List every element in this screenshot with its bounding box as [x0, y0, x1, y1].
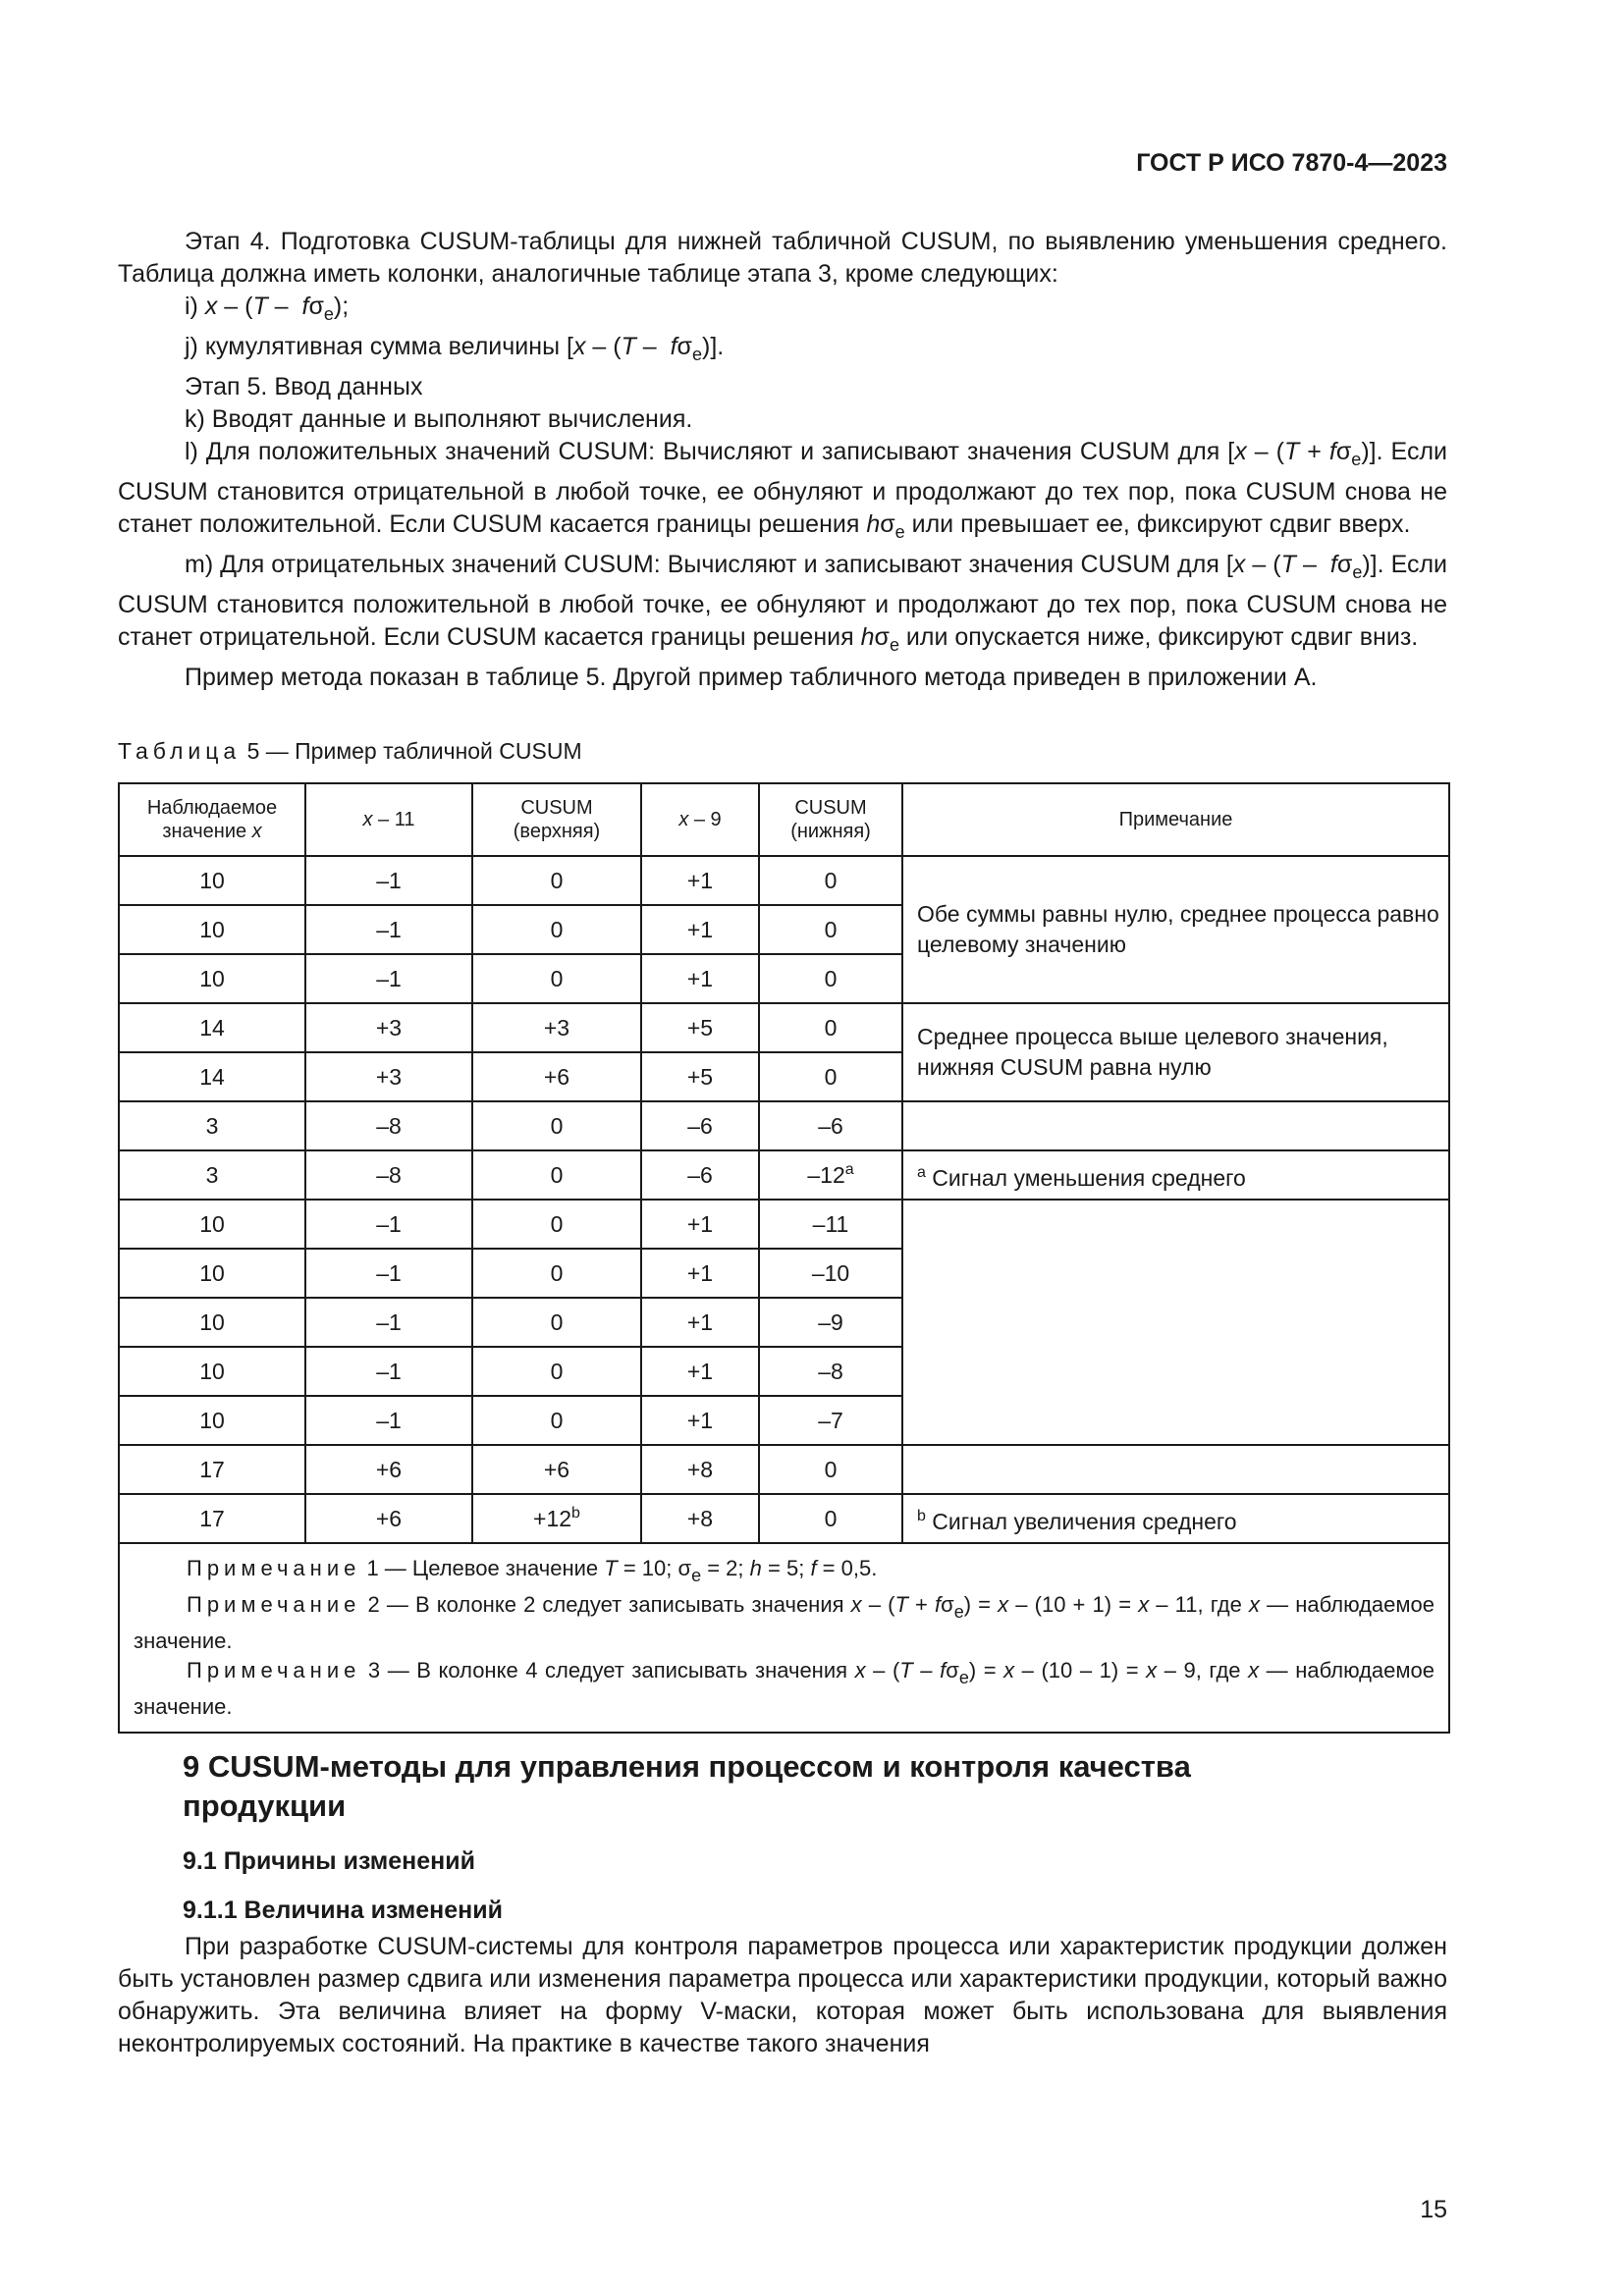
cell: 0: [472, 856, 641, 905]
table-row: [119, 1445, 1449, 1494]
note-cell-empty: [902, 1445, 1449, 1494]
item-i: i) x – $(T - f\sigma_e)$;: [185, 293, 350, 324]
cell: 17: [119, 1445, 305, 1494]
cell: +8: [641, 1494, 759, 1543]
cell: 10: [119, 1396, 305, 1445]
header-cusum-lower: CUSUM (нижняя): [759, 783, 902, 856]
header-observed: Наблюдаемое значение x: [119, 783, 305, 856]
cusum-table: [118, 782, 1450, 1734]
cell: +6: [472, 1052, 641, 1101]
note-cell: $^b$ Сигнал увеличения среднего: [902, 1494, 1449, 1543]
cell: +6: [472, 1445, 641, 1494]
cell: 10: [119, 1249, 305, 1298]
cell: 0: [759, 1003, 902, 1052]
cell: +6: [305, 1494, 472, 1543]
header-x-minus-11: x – 11: [305, 783, 472, 856]
table-row: [119, 1150, 1449, 1200]
section-heading: 9 CUSUM-методы для управления процессом и контроля качества продукции: [183, 1749, 1191, 1823]
cell: –1: [305, 856, 472, 905]
cell: 10: [119, 905, 305, 954]
cell: +1: [641, 1396, 759, 1445]
note-cell: Среднее процесса выше целевого значения, нижняя CUSUM равна нулю: [902, 1003, 1449, 1101]
cell: +5: [641, 1052, 759, 1101]
cell: +3: [305, 1052, 472, 1101]
section-text: [118, 1931, 1447, 2060]
table-row: [119, 1003, 1449, 1052]
cell: 0: [759, 1494, 902, 1543]
note-cell-empty: [902, 1200, 1449, 1445]
table-note-3: Примечание 3 — В колонке 4 следует записывать значения $x - (T - f\sigma_e) = x - (10 - 1) = x - 9$, где x — наблюдаемое значение.: [134, 1658, 1435, 1719]
cell: 17: [119, 1494, 305, 1543]
cell: 0: [472, 1347, 641, 1396]
document-code: ГОСТ Р ИСО 7870-4—2023: [1136, 149, 1447, 177]
cell: +1: [641, 905, 759, 954]
table-notes-row: [119, 1543, 1449, 1733]
table-note-1: Примечание 1 — Целевое значение T = 10; $\sigma_e = 2$; h = 5; f = 0,5.: [187, 1556, 878, 1585]
cell: +1: [641, 1298, 759, 1347]
cell: 3: [119, 1101, 305, 1150]
cell: +8: [641, 1445, 759, 1494]
table-row: [119, 1200, 1449, 1249]
header-note: Примечание: [902, 783, 1449, 856]
cell: +1: [641, 1200, 759, 1249]
cell: –7: [759, 1396, 902, 1445]
steps-text: [118, 226, 1447, 694]
table-row: [119, 856, 1449, 905]
cell: –1: [305, 1200, 472, 1249]
cell: 0: [472, 1150, 641, 1200]
step4-paragraph: Этап 4. Подготовка CUSUM-таблицы для нижней табличной CUSUM, по выявлению уменьшения среднего. Таблица должна иметь колонки, аналогичные таблице этапа 3, кроме следующих:: [118, 228, 1447, 288]
cell: –1: [305, 905, 472, 954]
cell: –1: [305, 1249, 472, 1298]
page-number: 15: [1420, 2196, 1447, 2223]
cell: 0: [759, 954, 902, 1003]
cell: +1: [641, 954, 759, 1003]
cell: 10: [119, 954, 305, 1003]
cell: –6: [641, 1150, 759, 1200]
cell: –1: [305, 1298, 472, 1347]
cell: +6: [305, 1445, 472, 1494]
cell: 0: [472, 954, 641, 1003]
cell: –12$^a$: [759, 1150, 902, 1200]
cell: –10: [759, 1249, 902, 1298]
example-paragraph: Пример метода показан в таблице 5. Другой пример табличного метода приведен в приложении А.: [185, 664, 1318, 691]
note-cell-empty: [902, 1101, 1449, 1150]
cell: –8: [759, 1347, 902, 1396]
cell: 3: [119, 1150, 305, 1200]
cell: 0: [472, 1249, 641, 1298]
item-l: l) Для положительных значений CUSUM: Вычисляют и записывают значения CUSUM для $[x - (T + f\sigma_e)]$. Если CUSUM становится отрицательной в любой точке, ее обнуляют и продолжают до тех пор, пока CUSUM снова не станет положительной. Если CUSUM касается границы решения $h\sigma_e$ или превышает ее, фиксируют сдвиг вверх.: [118, 438, 1447, 542]
cell: 10: [119, 1298, 305, 1347]
table-caption: Таблица 5 — Пример табличной CUSUM: [118, 738, 582, 764]
note-cell: Обе суммы равны нулю, среднее процесса равно целевому значению: [902, 856, 1449, 1003]
table-row: [119, 1101, 1449, 1150]
cell: 0: [759, 905, 902, 954]
cell: 0: [472, 905, 641, 954]
cell: +3: [305, 1003, 472, 1052]
cell: 14: [119, 1003, 305, 1052]
item-k: k) Вводят данные и выполняют вычисления.: [185, 405, 693, 433]
cell: +1: [641, 856, 759, 905]
header-x-minus-9: x – 9: [641, 783, 759, 856]
cell: 0: [472, 1298, 641, 1347]
cell: $+12^b$: [472, 1494, 641, 1543]
cell: 0: [472, 1396, 641, 1445]
item-j: j) кумулятивная сумма величины $[x - (T - f\sigma_e)]$.: [185, 333, 725, 364]
cell: –1: [305, 1347, 472, 1396]
cell: 10: [119, 1200, 305, 1249]
cell: 10: [119, 1347, 305, 1396]
cell: +1: [641, 1347, 759, 1396]
cell: 14: [119, 1052, 305, 1101]
cell: –1: [305, 954, 472, 1003]
item-m: m) Для отрицательных значений CUSUM: Вычисляют и записывают значения CUSUM для $[x - (T - f\sigma_e)]$. Если CUSUM становится положительной в любой точке, ее обнуляют и продолжают до тех пор, пока CUSUM снова не станет отрицательной. Если CUSUM касается границы решения $h\sigma_e$ или опускается ниже, фиксируют сдвиг вниз.: [118, 551, 1448, 655]
subsection-heading: 9.1 Причины изменений: [183, 1847, 475, 1875]
cell: 0: [472, 1101, 641, 1150]
table-notes: [119, 1543, 1449, 1733]
cell: –9: [759, 1298, 902, 1347]
section-paragraph: При разработке CUSUM-системы для контроля параметров процесса или характеристик продукции должен быть установлен размер сдвига или изменения параметра процесса или характеристики продукции, который важно обнаружить. Эта величина влияет на форму V-маски, которая может быть использована для выявления неконтролируемых состояний. На практике в качестве такого значения: [118, 1933, 1447, 2057]
cell: 0: [759, 1445, 902, 1494]
cell: +5: [641, 1003, 759, 1052]
cell: 0: [759, 856, 902, 905]
header-cusum-upper: CUSUM (верхняя): [472, 783, 641, 856]
table-header-row: [119, 783, 1449, 856]
cell: –8: [305, 1101, 472, 1150]
cell: 0: [472, 1200, 641, 1249]
cell: –8: [305, 1150, 472, 1200]
cell: –11: [759, 1200, 902, 1249]
cell: –1: [305, 1396, 472, 1445]
cell: 10: [119, 856, 305, 905]
cell: –6: [641, 1101, 759, 1150]
cell: 0: [759, 1052, 902, 1101]
table-row: [119, 1494, 1449, 1543]
cell: +1: [641, 1249, 759, 1298]
step5-title: Этап 5. Ввод данных: [185, 373, 423, 400]
cell: +3: [472, 1003, 641, 1052]
subsubsection-heading: 9.1.1 Величина изменений: [183, 1896, 504, 1924]
cell: –6: [759, 1101, 902, 1150]
note-cell: $^a$ Сигнал уменьшения среднего: [902, 1150, 1449, 1200]
table-note-2: Примечание 2 — В колонке 2 следует записывать значения $x - (T + f\sigma_e) = x - (10 + 1) = x - 11$, где x — наблюдаемое значение.: [134, 1592, 1435, 1653]
